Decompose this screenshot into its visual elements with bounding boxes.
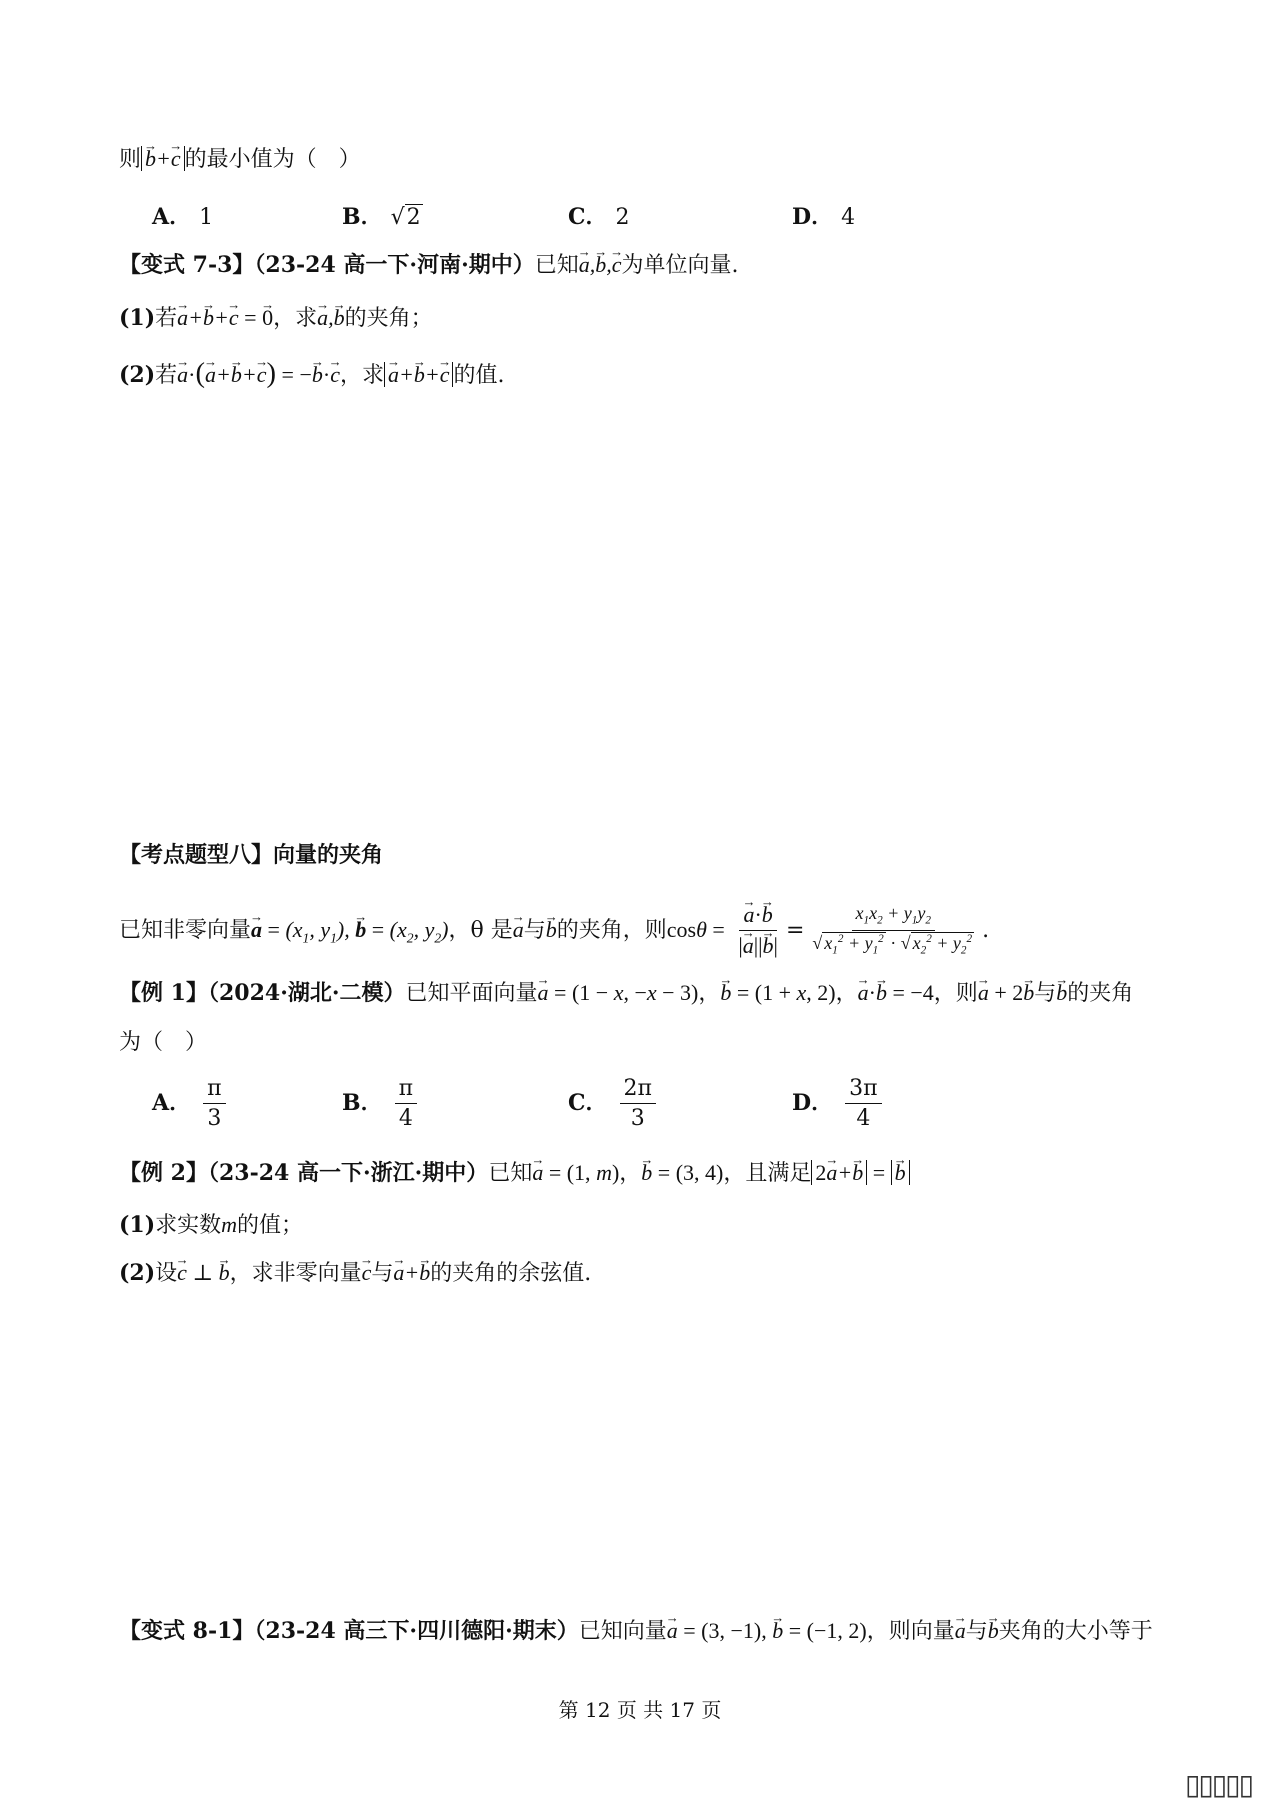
formula-fraction-1: → $\frac{a\cdot\to b}{|\to a||\to b|}$ xyxy=(734,902,782,960)
formula-fraction-2: $\frac{x_1x_2 + y_1y_2}{√ x_1^2 + y_1^2 \cdot √ x_2^2 + y_2^2}$ xyxy=(812,903,973,957)
variant-7-3-part2: (2)若→ a·(→ a+→ b+→ c) = −→ b·→ c，求→ a+→ b+→ c 的值. xyxy=(119,357,504,391)
section-heading: 【考点题型八】向量的夹角 xyxy=(119,842,384,868)
example-1-line2: 为（ ） xyxy=(119,1030,208,1055)
example-1-line1: 【例 1】（2024·湖北·二模）已知平面向量→ a = (1 − x, −x − 3)，→ b = (1 + x, 2)，→ a·→ b = −4，则→ a + 2→ b与→ b的夹角 xyxy=(119,980,1133,1007)
option-c: C． $\frac{2\pi}{3}$ xyxy=(568,1076,660,1131)
option-b: B． $\frac{\pi}{4}$ xyxy=(342,1076,421,1131)
q-prefix: 则 xyxy=(119,147,142,172)
watermark-glyph: ▯▯▯▯▯ xyxy=(1184,1768,1252,1801)
variant-7-3-part1: (1)若→ a+→ b+→ c = → 0，求→ a,→ b的夹角； xyxy=(119,305,433,332)
option-d: D． 4 xyxy=(792,204,856,230)
example-2-line1: 【例 2】（23-24 高一下·浙江·期中）已知→ a = (1, m)，→ b = (3, 4)，且满足 2→ a+→ b = → b xyxy=(119,1160,910,1187)
option-c: C． 2 xyxy=(568,204,630,230)
option-d: D． $\frac{3\pi}{4}$ xyxy=(792,1076,886,1131)
section-intro: 已知非零向量→ $a = (x_1$, $y_1$), → $b = (x_2$, $y_2$)，θ 是→ a与→ b的夹角，则cosθ = → $\frac{a\cdot\to b}{|\to a||\to b|}$ = $\frac{x_1x_2 + y_1y_2}{√ x_1^2 + y_1^2 \cdot √ x_2^2 + y_2^2}$ . xyxy=(119,902,989,960)
example-2-part1: (1)求实数m的值； xyxy=(119,1212,304,1238)
option-b: B． √2 xyxy=(342,204,421,230)
option-a: A． 1 xyxy=(152,204,214,230)
page-footer: 第 12 页 共 17 页 xyxy=(558,1698,722,1722)
variant-7-3-header: 【变式 7-3】（23-24 高一下·河南·期中）已知→ a,→ b,→ c为单位向量. xyxy=(119,252,739,279)
abs-expression: → b+→ c xyxy=(141,146,185,171)
option-a: A． $\frac{\pi}{3}$ xyxy=(152,1076,230,1131)
question-line xyxy=(119,146,361,173)
q-suffix: 的最小值为（ ） xyxy=(184,147,361,172)
example-2-part2: (2)设→ c ⊥ → b，求非零向量→ c与→ a+→ b的夹角的余弦值. xyxy=(119,1260,591,1287)
variant-8-1: 【变式 8-1】（23-24 高三下·四川德阳·期末）已知向量→ a = (3, −1), → b = (−1, 2)，则向量→ a与→ b夹角的大小等于 xyxy=(119,1618,1153,1645)
